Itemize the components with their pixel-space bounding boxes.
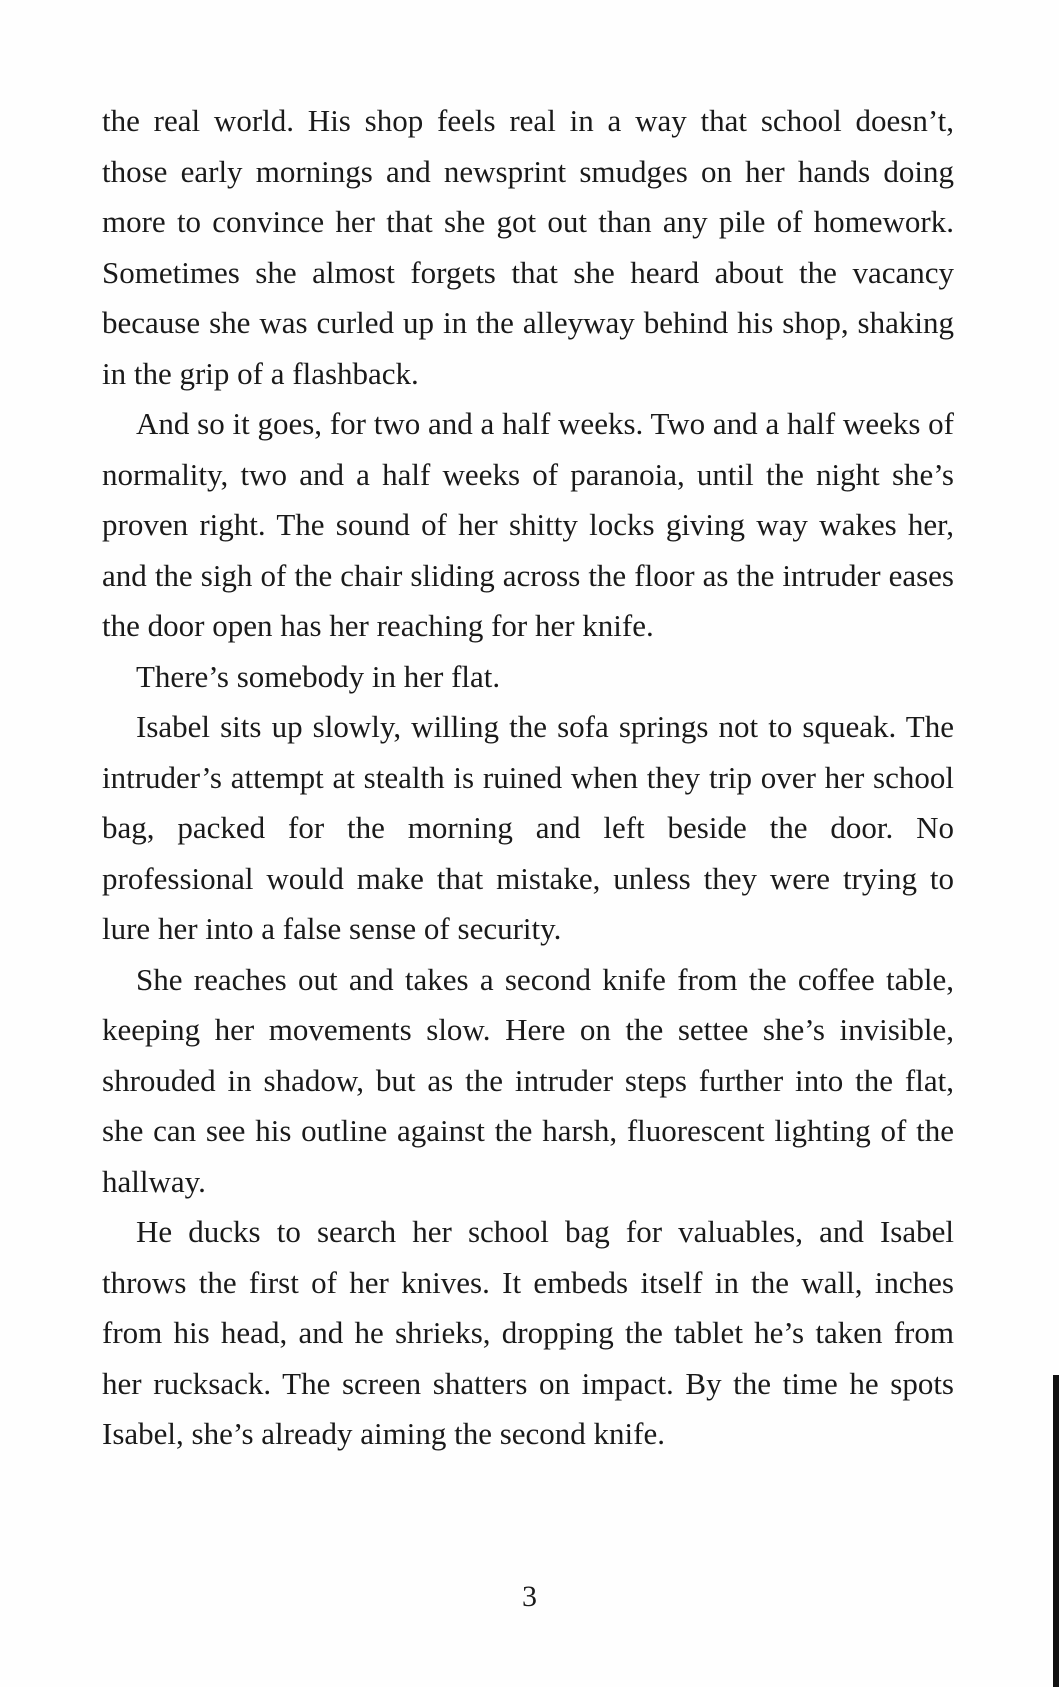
paragraph-2: And so it goes, for two and a half weeks. Two and a half weeks of normality, two and a half weeks of paranoia, until the night she’s proven right. The sound of her shitty locks giving way wakes her, and the sigh of the chair sliding across the floor as the intruder eases the door open has her reaching for her knife. <box>102 406 954 643</box>
paragraph-1: the real world. His shop feels real in a way that school doesn’t, those early mornings and newsprint smudges on her hands doing more to convince her that she got out than any pile of homework. Sometimes she almost forgets that she heard about the vacancy because she was curled up in the alleyway behind his shop, shaking in the grip of a flashback. <box>102 103 954 391</box>
paragraph-6: He ducks to search her school bag for valuables, and Isabel throws the first of her knives. It embeds itself in the wall, inches from his head, and he shrieks, dropping the tablet he’s taken from her rucksack. The screen shatters on impact. By the time he spots Isabel, she’s already aiming the second knife. <box>102 1214 954 1451</box>
paragraph-4: Isabel sits up slowly, willing the sofa springs not to squeak. The intruder’s attempt at stealth is ruined when they trip over her school bag, packed for the morning and left beside the door. No professional would make that mistake, unless they were trying to lure her into a false sense of security. <box>102 709 954 946</box>
page-number: 3 <box>522 1580 537 1613</box>
body-text <box>102 96 954 1460</box>
paragraph-3: There’s somebody in her flat. <box>136 658 501 694</box>
paragraph-5: She reaches out and takes a second knife from the coffee table, keeping her movements slow. Here on the settee she’s invisible, shrouded in shadow, but as the intruder steps further into the flat, she can see his outline against the harsh, fluorescent lighting of the hallway. <box>102 961 954 1199</box>
scan-edge-shadow <box>1053 1375 1059 1687</box>
